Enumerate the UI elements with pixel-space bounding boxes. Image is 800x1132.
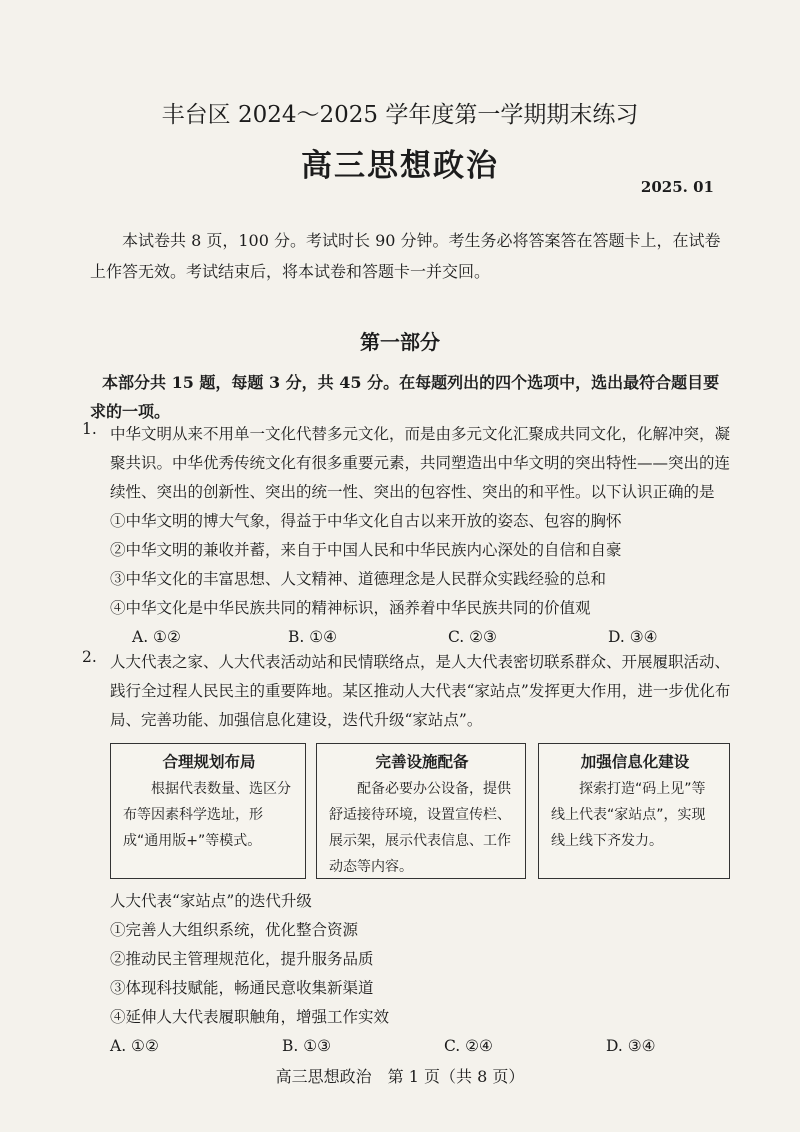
part-title: 第一部分 — [360, 330, 440, 354]
choice-d: D. ③④ — [608, 628, 658, 646]
question-stem: 人大代表之家、人大代表活动站和民情联络点，是人大代表密切联系群众、开展履职活动、践行全过程人民民主的重要阵地。某区推动人大代表“家站点”发挥更大作用，进一步优化布局、完善功能、加强信息化建设，迭代升级“家站点”。 — [110, 653, 731, 729]
choice-d: D. ③④ — [606, 1037, 656, 1055]
exam-subject: 高三思想政治 — [301, 148, 499, 184]
question-number: 1. — [82, 420, 97, 438]
page-footer: 高三思想政治 第 1 页（共 8 页） — [275, 1067, 525, 1086]
info-box-title: 合理规划布局 — [162, 752, 256, 771]
info-boxes — [110, 743, 732, 881]
exam-date: 2025. 01 — [640, 178, 714, 196]
question-2 — [82, 648, 732, 1061]
statement-option: ①中华文明的博大气象，得益于中华文化自古以来开放的姿态、包容的胸怀 — [110, 512, 622, 530]
choice-c: C. ②④ — [444, 1037, 493, 1055]
choice-b: B. ①③ — [282, 1037, 332, 1055]
statement-option: ②中华文明的兼收并蓄，来自于中国人民和中华民族内心深处的自信和自豪 — [110, 541, 622, 559]
info-box-body: 根据代表数量、选区分布等因素科学选址，形成“通用版+”等模式。 — [123, 781, 291, 849]
question-1 — [82, 420, 732, 652]
part-description: 本部分共 15 题，每题 3 分，共 45 分。在每题列出的四个选项中，选出最符合题目要求的一项。 — [90, 373, 720, 421]
question-number: 2. — [82, 648, 97, 666]
answer-choices — [110, 1032, 732, 1061]
info-box-title: 加强信息化建设 — [580, 752, 690, 771]
choice-a: A. ①② — [132, 628, 181, 646]
info-box-facilities — [316, 743, 526, 879]
statement-option: ②推动民主管理规范化，提升服务品质 — [110, 950, 374, 968]
info-box-layout — [110, 743, 306, 879]
info-box-body: 配备必要办公设备，提供舒适接待环境，设置宣传栏、展示架，展示代表信息、工作动态等内容。 — [329, 781, 511, 875]
exam-header: 丰台区 2024～2025 学年度第一学期期末练习 — [161, 102, 639, 128]
choice-b: B. ①④ — [288, 628, 338, 646]
info-box-informatization — [538, 743, 730, 879]
question-stem: 中华文明从来不用单一文化代替多元文化，而是由多元文化汇聚成共同文化，化解冲突，凝聚共识。中华优秀传统文化有很多重要元素，共同塑造出中华文明的突出特性——突出的连续性、突出的创新性、突出的统一性、突出的包容性、突出的和平性。以下认识正确的是 — [110, 425, 731, 501]
choice-a: A. ①② — [110, 1037, 159, 1055]
statement-option: ①完善人大组织系统，优化整合资源 — [110, 921, 359, 939]
info-box-body: 探索打造“码上见”等线上代表“家站点”，实现线上线下齐发力。 — [551, 781, 706, 849]
statement-option: ④延伸人大代表履职触角，增强工作实效 — [110, 1008, 390, 1026]
info-box-title: 完善设施配备 — [375, 752, 469, 771]
choice-c: C. ②③ — [448, 628, 497, 646]
exam-instructions: 本试卷共 8 页，100 分。考试时长 90 分钟。考生务必将答案答在答题卡上，在试卷上作答无效。考试结束后，将本试卷和答题卡一并交回。 — [90, 231, 721, 281]
statement-option: ③中华文化的丰富思想、人文精神、道德理念是人民群众实践经验的总和 — [110, 570, 607, 588]
statement-option: ③体现科技赋能，畅通民意收集新渠道 — [110, 979, 374, 997]
question-lead: 人大代表“家站点”的迭代升级 — [110, 892, 312, 910]
statement-option: ④中华文化是中华民族共同的精神标识，涵养着中华民族共同的价值观 — [110, 599, 591, 617]
